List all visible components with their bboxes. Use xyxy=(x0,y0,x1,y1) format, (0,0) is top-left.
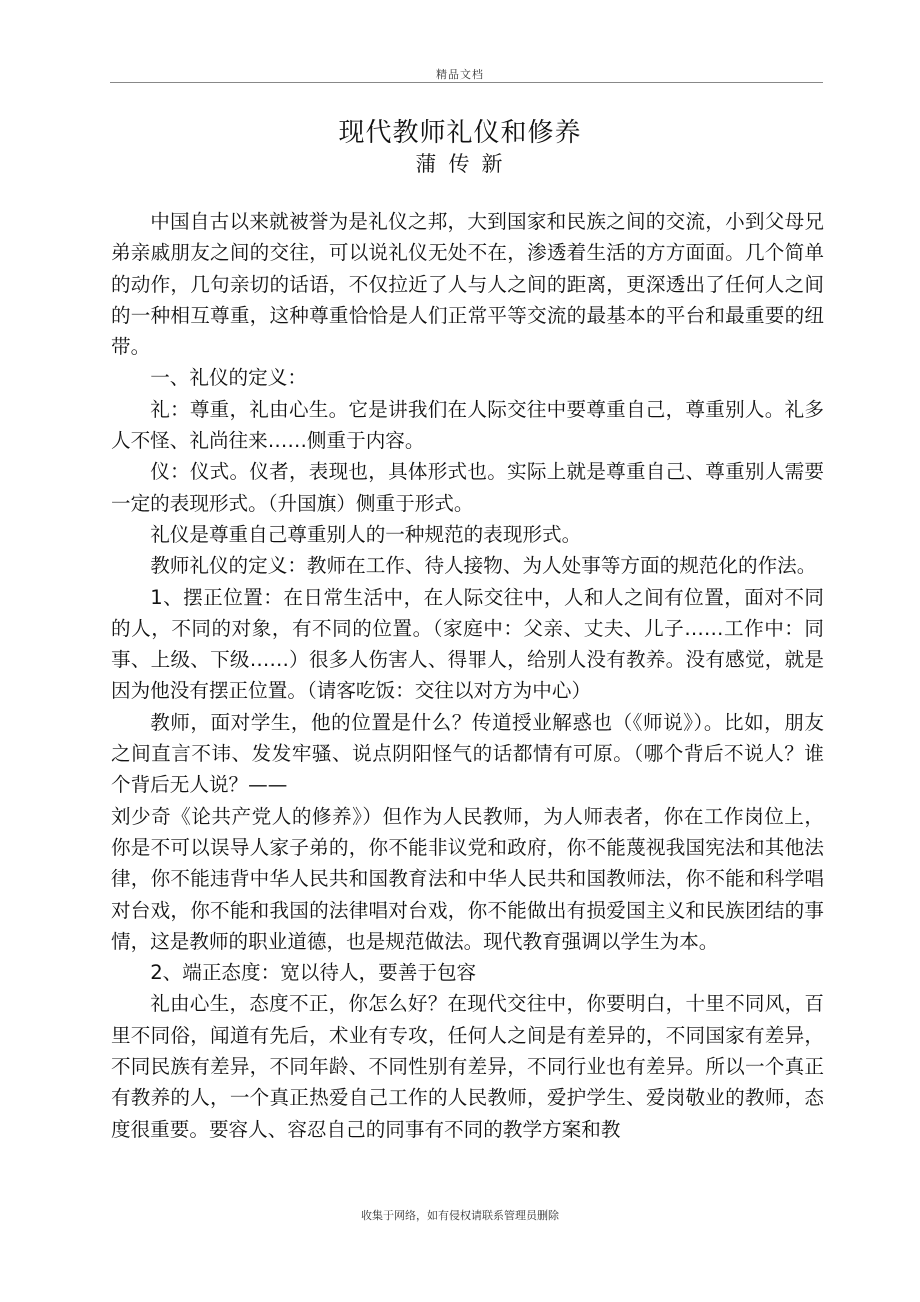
paragraph: 1、摆正位置：在日常生活中，在人际交往中，人和人之间有位置，面对不同的人，不同的对象，有不同的位置。（家庭中：父亲、丈夫、儿子……工作中：同事、上级、下级……）很多人伤害人、得罪人，给别人没有教养。没有感觉，就是因为他没有摆正位置。（请客吃饭：交往以对方为中心） xyxy=(111,585,824,703)
paragraph: 礼仪是尊重自己尊重别人的一种规范的表现形式。 xyxy=(150,522,582,546)
document-title: 现代教师礼仪和修养 xyxy=(338,118,582,148)
section-heading: 2、端正态度：宽以待人，要善于包容 xyxy=(150,961,477,985)
section-heading: 一、礼仪的定义： xyxy=(150,366,307,390)
paragraph: 礼由心生，态度不正，你怎么好？在现代交往中，你要明白，十里不同风，百里不同俗，闻道有先后，术业有专攻，任何人之间是有差异的，不同国家有差异，不同民族有差异，不同年龄、不同性别有差异，不同行业也有差异。所以一个真正有教养的人，一个真正热爱自己工作的人民教师，爱护学生、爱岗敬业的教师，态度很重要。要容人、容忍自己的同事有不同的教学方案和教 xyxy=(111,992,824,1141)
paragraph: 刘少奇《论共产党人的修养》）但作为人民教师，为人师表者，你在工作岗位上，你是不可以误导人家子弟的，你不能非议党和政府，你不能蔑视我国宪法和其他法律，你不能违背中华人民共和国教育法和中华人民共和国教师法，你不能和科学唱对台戏，你不能和我国的法律唱对台戏，你不能做出有损爱国主义和民族团结的事情，这是教师的职业道德，也是规范做法。现代教育强调以学生为本。 xyxy=(111,804,824,953)
paragraph: 礼：尊重，礼由心生。它是讲我们在人际交往中要尊重自己，尊重别人。礼多人不怪、礼尚往来……侧重于内容。 xyxy=(111,397,824,453)
paragraph: 仪：仪式。仪者，表现也，具体形式也。实际上就是尊重自己、尊重别人需要一定的表现形式。（升国旗）侧重于形式。 xyxy=(111,460,824,515)
header-label: 精品文档 xyxy=(436,68,484,81)
header-divider xyxy=(110,82,823,83)
document-body xyxy=(111,206,824,1145)
footer-label: 收集于网络，如有侵权请联系管理员删除 xyxy=(361,1209,559,1222)
paragraph: 中国自古以来就被誉为是礼仪之邦，大到国家和民族之间的交流，小到父母兄弟亲戚朋友之间的交往，可以说礼仪无处不在，渗透着生活的方方面面。几个简单的动作，几句亲切的话语，不仅拉近了人与人之间的距离，更深透出了任何人之间的一种相互尊重，这种尊重恰恰是人们正常平等交流的最基本的平台和最重要的纽带。 xyxy=(111,210,824,359)
document-author: 蒲传新 xyxy=(415,152,515,176)
paragraph: 教师，面对学生，他的位置是什么？传道授业解惑也（《师说》）。比如，朋友之间直言不讳、发发牢骚、说点阴阳怪气的话都情有可原。（哪个背后不说人？谁个背后无人说？—— xyxy=(111,710,824,797)
paragraph: 教师礼仪的定义：教师在工作、待人接物、为人处事等方面的规范化的作法。 xyxy=(150,554,817,578)
